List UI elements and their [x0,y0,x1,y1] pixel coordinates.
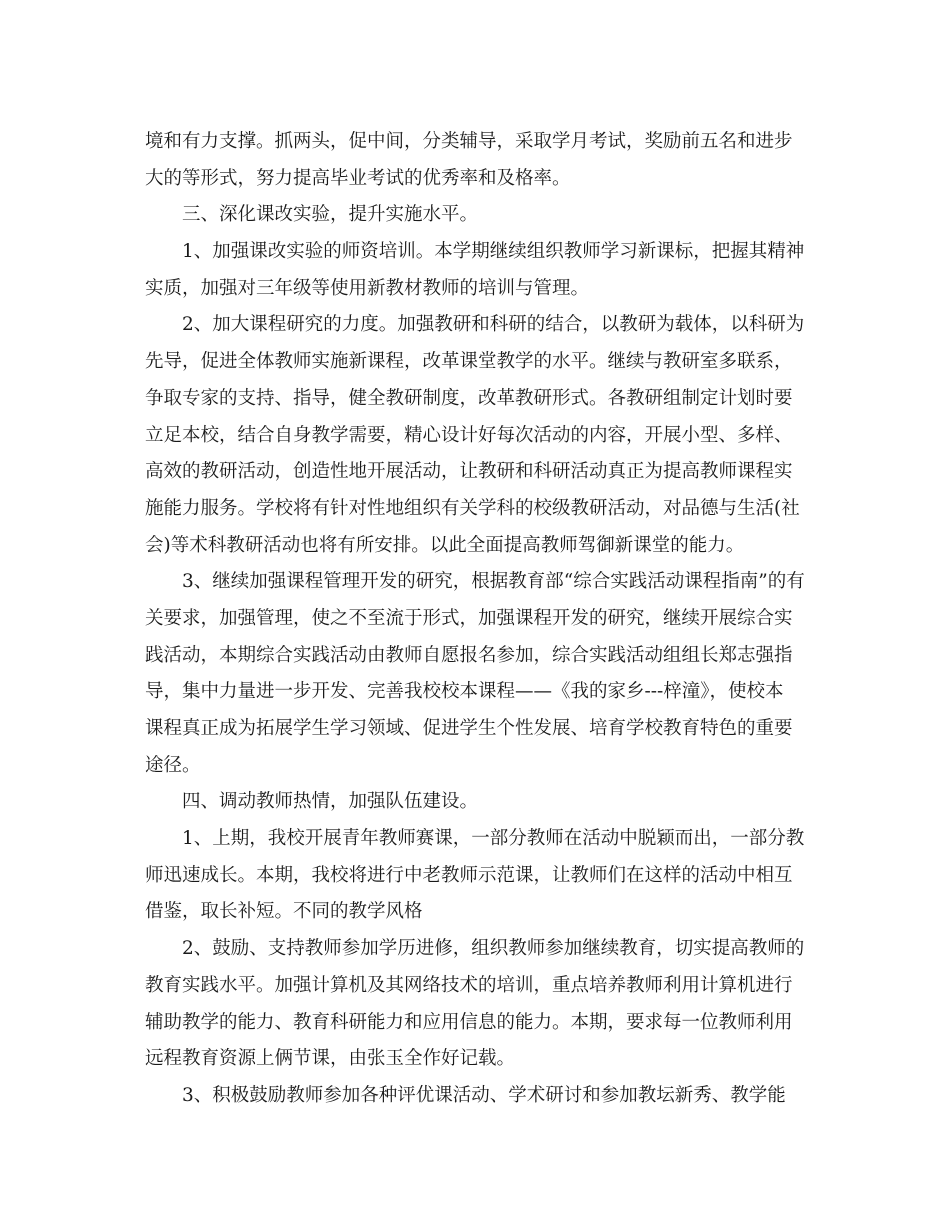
text-line: 1、上期，我校开展青年教师赛课，一部分教师在活动中脱颖而出，一部分教 [182,828,805,850]
text-line: 践活动，本期综合实践活动由教师自愿报名参加，综合实践活动组组长郑志强指 [145,644,793,666]
text-line: 3、继续加强课程管理开发的研究，根据教育部“综合实践活动课程指南”的有 [182,571,805,593]
text-line: 途径。 [145,754,201,776]
section-heading: 三、深化课改实验，提升实施水平。 [182,204,479,226]
text-line: 境和有力支撑。抓两头，促中间，分类辅导，采取学月考试，奖励前五名和进步 [145,131,793,152]
text-line: 辅助教学的能力、教育科研能力和应用信息的能力。本期，要求每一位教师利用 [145,1011,793,1033]
text-line: 立足本校，结合自身教学需要，精心设计好每次活动的内容，开展小型、多样、 [145,424,793,446]
text-line: 大的等形式，努力提高毕业考试的优秀率和及格率。 [145,167,571,189]
text-line: 2、鼓励、支持教师参加学历进修，组织教师参加继续教育，切实提高教师的 [182,938,805,960]
text-line: 课程真正成为拓展学生学习领域、促进学生个性发展、培育学校教育特色的重要 [145,718,793,739]
text-line: 会)等术科教研活动也将有所安排。以此全面提高教师驾御新课堂的能力。 [145,534,745,556]
text-line: 先导，促进全体教师实施新课程，改革课堂教学的水平。继续与教研室多联系， [145,351,793,373]
text-line: 关要求，加强管理，使之不至流于形式，加强课程开发的研究，继续开展综合实 [145,607,793,629]
document-body [145,124,815,1115]
text-line: 高效的教研活动，创造性地开展活动，让教研和科研活动真正为提高教师课程实 [145,461,793,483]
text-line: 实质，加强对三年级等使用新教材教师的培训与管理。 [145,277,590,299]
text-line: 3、积极鼓励教师参加各种评优课活动、学术研讨和参加教坛新秀、教学能 [182,1084,786,1106]
text-line: 教育实践水平。加强计算机及其网络技术的培训，重点培养教师利用计算机进行 [145,974,793,996]
text-line: 导，集中力量进一步开发、完善我校校本课程——《我的家乡---梓潼》，使校本 [145,681,784,703]
section-heading: 四、调动教师热情，加强队伍建设。 [182,791,479,813]
text-line: 师迅速成长。本期，我校将进行中老教师示范课，让教师们在这样的活动中相互 [145,864,793,886]
text-line: 借鉴，取长补短。不同的教学风格 [145,901,423,923]
text-line: 争取专家的支持、指导，健全教研制度，改革教研形式。各教研组制定计划时要 [145,387,793,409]
text-line: 1、加强课改实验的师资培训。本学期继续组织教师学习新课标，把握其精神 [182,241,805,263]
text-line: 2、加大课程研究的力度。加强教研和科研的结合，以教研为载体，以科研为 [182,314,805,336]
text-line: 远程教育资源上俩节课，由张玉全作好记载。 [145,1048,516,1070]
text-line: 施能力服务。学校将有针对性地组织有关学科的校级教研活动，对品德与生活(社 [145,497,800,519]
